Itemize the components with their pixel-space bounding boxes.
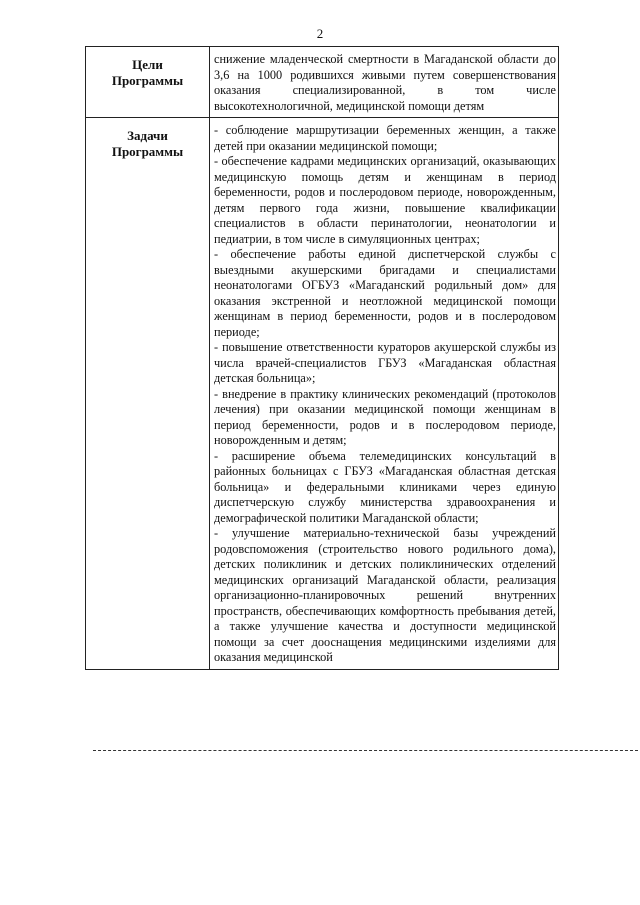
tasks-content: [210, 118, 559, 670]
task-item-infrastructure: - улучшение материально-технической базы учреждений родовспоможения (строительство нового родильного дома), детских поликлиник и детских поликлинических отделений медицинских организаций Магаданской области, реализация организационно-планировочных решений внутренних пространств, обеспечивающих комфортность пребывания детей, а также улучшение качества и доступности медицинской помощи за счет дооснащения медицинскими изделиями для оказания медицинской: [214, 526, 556, 664]
goals-text: снижение младенческой смертности в Магаданской области до 3,6 на 1000 родившихся живыми путем совершенствования оказания специализированной, в том числе высокотехнологичной, медицинской помощи детям: [214, 52, 556, 113]
task-item-telemedicine: - расширение объема телемедицинских консультаций в районных больницах с ГБУЗ «Магаданская областная детская больница» и федеральными клиниками через единую диспетчерскую службу министерства здравоохранения и демографической политики Магаданской области;: [214, 448, 556, 525]
goals-content: [210, 47, 559, 118]
tasks-label-line1: Задачи: [127, 128, 168, 143]
page-number: 2: [316, 26, 324, 41]
task-item-curators: - повышение ответственности кураторов акушерской службы из числа врачей-специалистов ГБУЗ «Магаданская областная детская больница»;: [214, 340, 556, 385]
goals-label: [86, 47, 210, 118]
task-item-clinical-guidelines: - внедрение в практику клинических рекомендаций (протоколов лечения) при оказании медицинской помощи женщинам в период беременности, родов и в послеродовом периоде, новорожденным и детям;: [214, 386, 556, 447]
task-item-routing: - соблюдение маршрутизации беременных женщин, а также детей при оказании медицинской помощи;: [214, 123, 556, 153]
task-item-staffing: - обеспечение кадрами медицинских организаций, оказывающих медицинскую помощь детям и женщинам в период беременности, родов и послеродовом периоде, новорожденным, детям первого года жизни, повышение квалификации специалистов в области перинатологии, неонатологии и педиатрии, в том числе в симуляционных центрах;: [214, 154, 556, 246]
bottom-divider: [93, 750, 638, 751]
program-passport-table: [85, 46, 559, 670]
goals-label-line2: Программы: [111, 73, 184, 88]
tasks-label: [86, 118, 210, 670]
tasks-row: [86, 118, 559, 670]
goals-row: [86, 47, 559, 118]
tasks-label-line2: Программы: [111, 144, 184, 159]
task-item-dispatch-service: - обеспечение работы единой диспетчерской службы с выездными акушерскими бригадами и специалистами неонатологами ОГБУЗ «Магаданский родильный дом» для оказания экстренной и неотложной медицинской помощи женщинам в период беременности, родов и в послеродовом периоде;: [214, 247, 556, 339]
goals-label-line1: Цели: [132, 57, 163, 72]
